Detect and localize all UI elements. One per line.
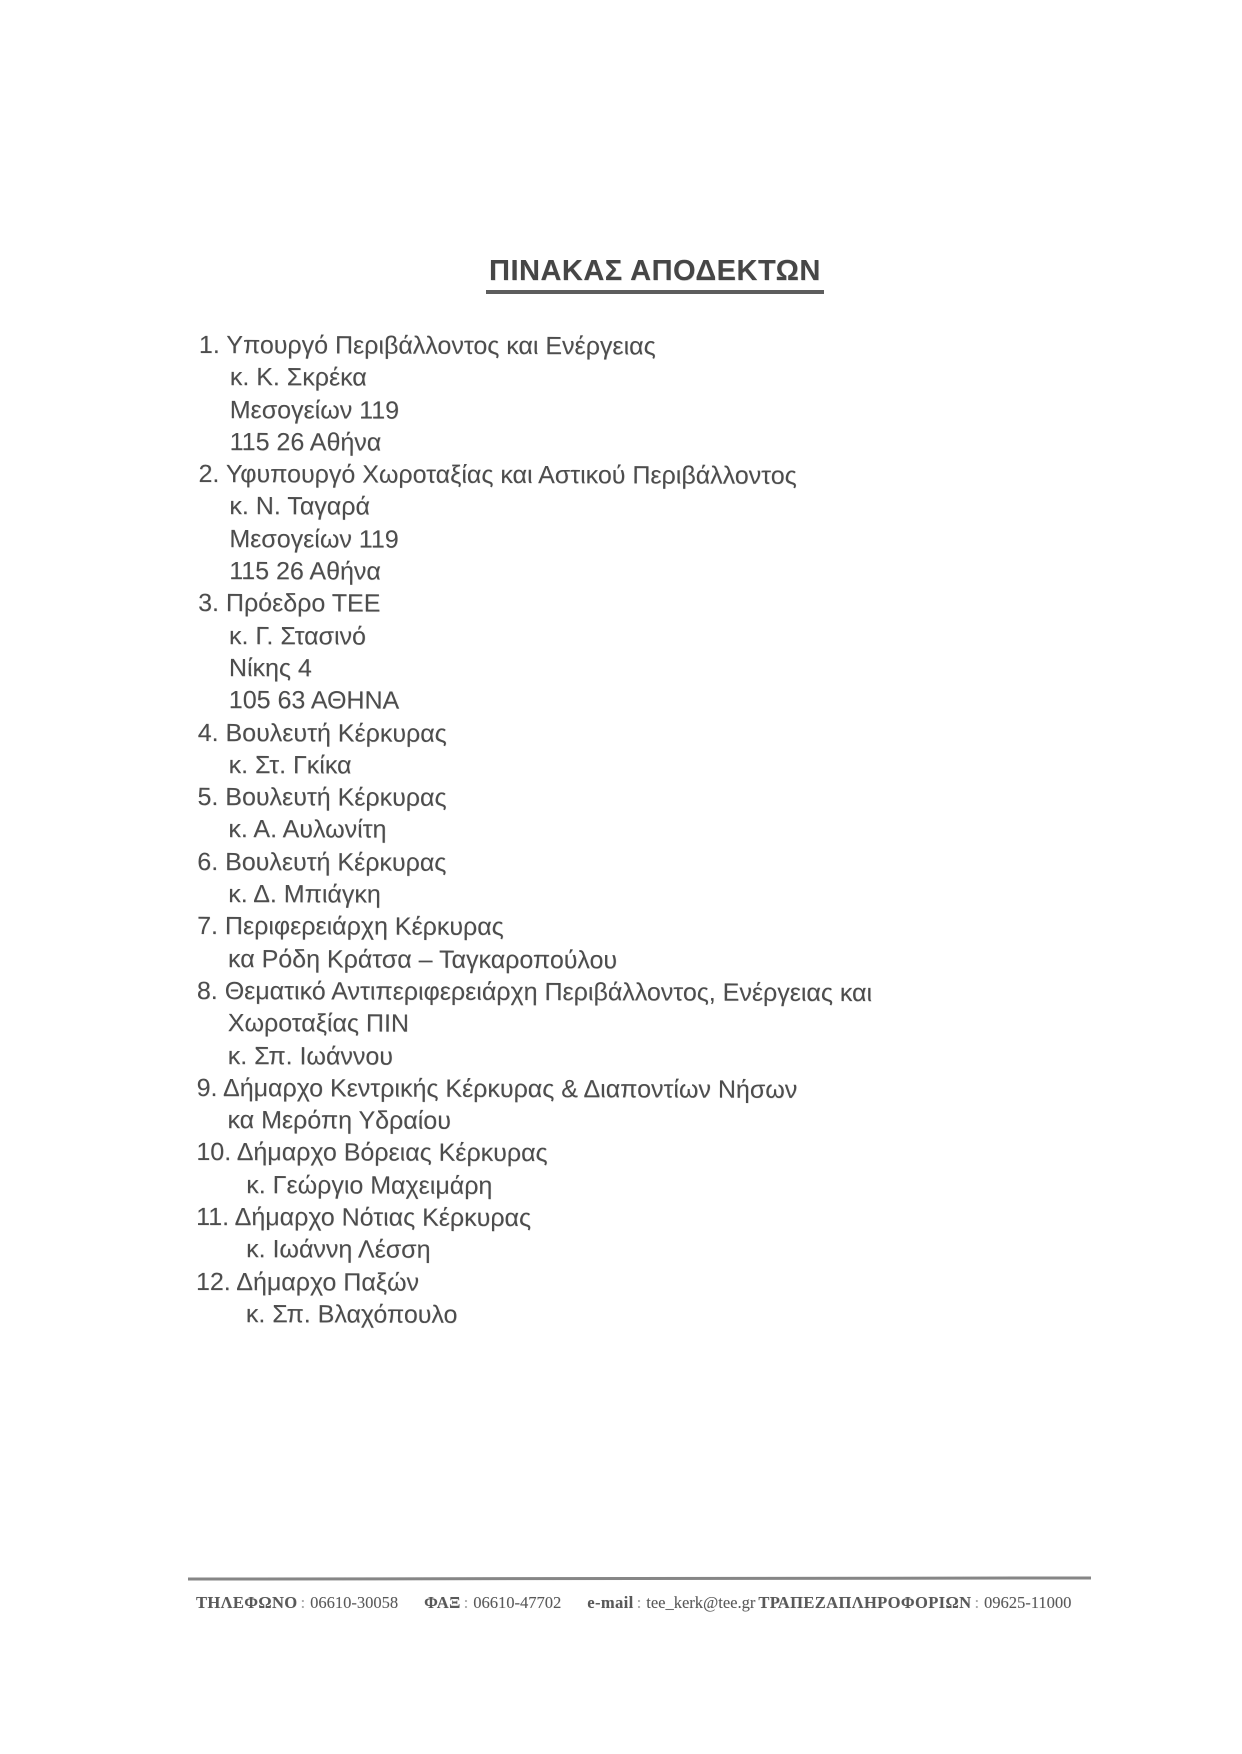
footer-colon: : bbox=[300, 1593, 306, 1612]
footer-label: ΦΑΞ bbox=[424, 1593, 461, 1612]
recipient-item bbox=[199, 329, 999, 461]
recipient-first-line: 4. Βουλευτή Κέρκυρας bbox=[197, 718, 447, 748]
recipient-detail-line: κ. Α. Αυλωνίτη bbox=[228, 815, 387, 845]
recipient-first-line: 7. Περιφερειάρχη Κέρκυρας bbox=[197, 912, 504, 942]
footer-segment bbox=[424, 1593, 561, 1613]
footer-label: ΤΡΑΠΕΖΑΠΛΗΡΟΦΟΡΙΩΝ bbox=[758, 1593, 972, 1612]
recipient-detail-line: Μεσογείων 119 bbox=[229, 395, 400, 425]
recipient-item bbox=[198, 587, 998, 719]
footer-label: e-mail bbox=[587, 1593, 634, 1612]
footer-value: 09625-11000 bbox=[984, 1593, 1072, 1612]
footer-colon: : bbox=[463, 1593, 469, 1612]
recipient-first-line: 11. Δήμαρχο Νότιας Κέρκυρας bbox=[196, 1203, 532, 1233]
recipient-item bbox=[197, 846, 997, 913]
recipient-first-line: 6. Βουλευτή Κέρκυρας bbox=[197, 847, 447, 877]
recipient-detail-line: κ. Γεώργιο Μαχειμάρη bbox=[246, 1170, 493, 1200]
recipient-detail-line: κ. Δ. Μπιάγκη bbox=[228, 880, 381, 909]
footer-label: ΤΗΛΕΦΩΝΟ bbox=[196, 1593, 298, 1612]
recipient-item bbox=[196, 1072, 996, 1139]
recipient-detail-line: Χωροταξίας ΠΙΝ bbox=[227, 1009, 410, 1038]
recipient-detail-line: κ. Στ. Γκίκα bbox=[228, 750, 352, 780]
recipient-first-line: 12. Δήμαρχο Παξών bbox=[195, 1267, 420, 1297]
recipient-item bbox=[196, 1266, 996, 1333]
recipient-detail-line: κ. Ιωάννη Λέσση bbox=[246, 1235, 431, 1265]
recipient-item bbox=[198, 717, 998, 784]
footer-value: 06610-30058 bbox=[310, 1593, 399, 1612]
recipient-detail-line: Νίκης 4 bbox=[228, 654, 312, 683]
recipient-first-line: 2. Υφυπουργό Χωροταξίας και Αστικού Περιβάλλοντος bbox=[198, 460, 797, 491]
recipient-first-line: 8. Θεματικό Αντιπεριφερειάρχη Περιβάλλοντος, Ενέργειας και bbox=[196, 976, 873, 1008]
footer-colon: : bbox=[636, 1593, 642, 1612]
footer-value: tee_kerk@tee.gr bbox=[646, 1593, 756, 1612]
footer-contact-line bbox=[196, 1593, 1116, 1613]
recipient-item bbox=[197, 910, 997, 977]
footer-segment bbox=[587, 1593, 755, 1613]
recipient-detail-line: 105 63 ΑΘΗΝΑ bbox=[228, 686, 400, 715]
recipient-detail-line: κα Ρόδη Κράτσα – Ταγκαροπούλου bbox=[227, 944, 618, 974]
page-title: ΠΙΝΑΚΑΣ ΑΠΟΔΕΚΤΩΝ bbox=[486, 255, 824, 294]
recipient-detail-line: 115 26 Αθήνα bbox=[229, 427, 382, 457]
recipient-first-line: 9. Δήμαρχο Κεντρικής Κέρκυρας & Διαποντίων Νήσων bbox=[196, 1073, 798, 1104]
recipient-detail-line: κ. Σπ. Βλαχόπουλο bbox=[245, 1300, 458, 1329]
footer-value: 06610-47702 bbox=[473, 1593, 562, 1612]
recipient-item bbox=[197, 975, 997, 1074]
recipient-first-line: 5. Βουλευτή Κέρκυρας bbox=[197, 783, 447, 812]
recipient-detail-line: κ. Γ. Στασινό bbox=[228, 621, 367, 651]
recipient-item bbox=[196, 1136, 996, 1203]
recipient-item bbox=[198, 458, 998, 590]
footer-segment bbox=[758, 1593, 1071, 1613]
recipient-first-line: 10. Δήμαρχο Βόρειας Κέρκυρας bbox=[196, 1138, 548, 1168]
recipient-first-line: 1. Υπουργό Περιβάλλοντος και Ενέργειας bbox=[198, 331, 656, 361]
recipient-detail-line: 115 26 Αθήνα bbox=[229, 557, 381, 586]
recipient-detail-line: κ. Ν. Ταγαρά bbox=[229, 492, 370, 522]
recipient-detail-line: κ. Σπ. Ιωάννου bbox=[227, 1041, 394, 1071]
recipient-item bbox=[196, 1201, 996, 1268]
footer-colon: : bbox=[974, 1593, 980, 1612]
recipient-detail-line: Μεσογείων 119 bbox=[229, 524, 399, 554]
footer-segment bbox=[196, 1593, 398, 1613]
recipient-detail-line: κα Μερόπη Υδραίου bbox=[227, 1106, 451, 1135]
recipient-item bbox=[197, 781, 997, 848]
recipients-list bbox=[196, 329, 999, 1333]
recipient-detail-line: κ. Κ. Σκρέκα bbox=[229, 363, 367, 392]
footer-divider bbox=[188, 1576, 1091, 1580]
recipient-first-line: 3. Πρόεδρο ΤΕΕ bbox=[198, 589, 381, 618]
